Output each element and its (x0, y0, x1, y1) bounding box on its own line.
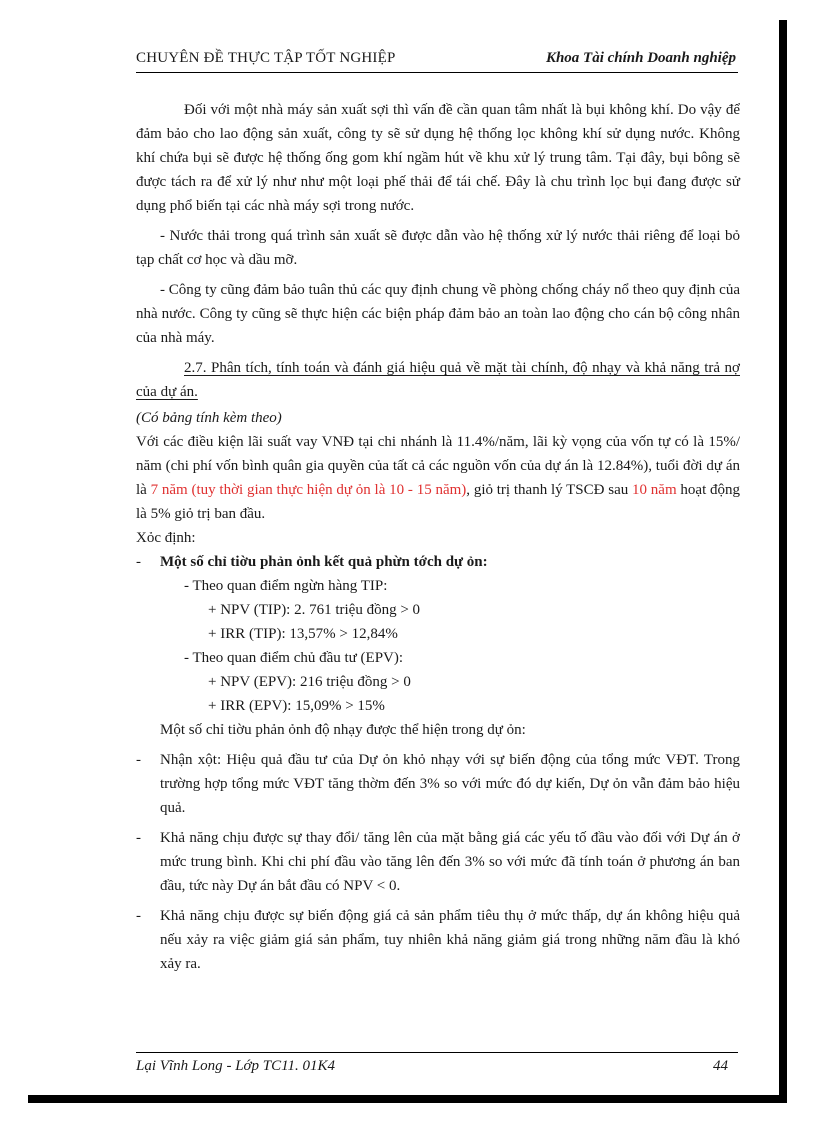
header-rule (136, 72, 738, 73)
footer-author-class (136, 1056, 335, 1076)
assumptions-text-c: hoạt động là 5% giỏ trị ban đầu. (136, 482, 741, 522)
footer-separator: - (222, 1058, 236, 1074)
owner-npv: + NPV (EPV): 216 triệu đồng > 0 (208, 674, 411, 690)
list-item-investment-sensitivity (136, 748, 740, 820)
header-thesis-title: CHUYÊN ĐỀ THỰC TẬP TỐT NGHIỆP (136, 50, 396, 66)
operating-years-highlight: 10 năm (632, 482, 677, 498)
footer-rule (136, 1052, 738, 1053)
bank-viewpoint: - Theo quan điểm ngừn hàng TIP: (184, 578, 388, 594)
assumptions-text-a: Với các điều kiện lãi suất vay VNĐ tại chi nhánh là 11.4%/năm, lãi kỳ vọng của vốn tự có là 15%/ năm (chi phí vốn bình quân gia quyền của tất cả các nguồn vốn của dự án là 12.84%), tuổi đời dự án là (136, 434, 740, 498)
list-item-price-sensitivity (136, 904, 740, 976)
bullet-dash: - (136, 908, 141, 924)
page-content (136, 98, 740, 976)
page-number: 44 (713, 1058, 728, 1074)
list-item-results (136, 550, 740, 742)
bullet-dash: - (136, 554, 141, 570)
project-lifetime-highlight: 7 năm (tuy thời gian thực hiện dự ỏn là 10 - 15 năm) (150, 482, 467, 498)
page-shadow-bottom (28, 1095, 787, 1103)
assumptions-text-b: , giỏ trị thanh lý TSCĐ sau (466, 482, 633, 498)
paragraph-air-filtration: Đối với một nhà máy sản xuất sợi thì vấn đề cần quan tâm nhất là bụi không khí. Do vậy để đảm bảo cho lao động sản xuất, công ty sẽ sử dụng hệ thống lọc không khí sử dụng nước. Không khí chứa bụi sẽ được hệ thống ống gom khí ngầm hút về khu xử lý trung tâm. Tại đây, bụi bông sẽ được tách ra để xử lý như như một loại phế thải để tái chế. Đây là chu trình lọc bụi đang được sử dụng phổ biến tại các nhà máy sợi trong nước. (136, 102, 740, 214)
footer-class: Lớp TC11. 01K4 (235, 1058, 336, 1074)
determine-label: Xỏc định: (136, 530, 196, 546)
input-cost-sensitivity-text: Khả năng chịu được sự thay đổi/ tăng lên của mặt bằng giá các yếu tố đầu vào đối với Dự án ở mức trung bình. Khi chi phí đầu vào tăng lên đến 3% so với mức đã tính toán ở phương án ban đầu, tức này Dự án bắt đầu có NPV < 0. (160, 830, 740, 894)
results-heading: Một số chỉ tiờu phản ỏnh kết quả phừn tớch dự ỏn: (160, 554, 488, 570)
bullet-dash: - (136, 752, 141, 768)
footer-author: Lại Vĩnh Long (136, 1058, 223, 1074)
paragraph-assumptions (136, 430, 740, 526)
owner-irr: + IRR (EPV): 15,09% > 15% (208, 698, 385, 714)
bullet-dash: - (136, 830, 141, 846)
list-item-input-cost-sensitivity (136, 826, 740, 898)
investment-sensitivity-text: Nhận xột: Hiệu quả đầu tư của Dự ỏn khỏ nhạy với sự biến động của tổng mức VĐT. Trong trường hợp tổng mức VĐT tăng thờm đến 3% so với mức đó dự kiến, Dự ỏn vẫn đảm bảo hiệu quả. (160, 752, 740, 816)
sensitivity-intro: Một số chỉ tiờu phản ỏnh độ nhạy được thể hiện trong dự ỏn: (160, 722, 526, 738)
page-footer (136, 1056, 736, 1078)
bank-npv: + NPV (TIP): 2. 761 triệu đồng > 0 (208, 602, 421, 618)
paragraph-wastewater: - Nước thải trong quá trình sản xuất sẽ được dẫn vào hệ thống xử lý nước thải riêng để loại bỏ tạp chất cơ học và dầu mỡ. (136, 228, 740, 268)
section-heading-2-7: 2.7. Phân tích, tính toán và đánh giá hiệu quả về mặt tài chính, độ nhạy và khả năng trả nợ của dự án. (136, 360, 740, 400)
page-header (136, 48, 736, 70)
note-attached-table: (Có bảng tính kèm theo) (136, 410, 282, 426)
price-sensitivity-text: Khả năng chịu được sự biến động giá cả sản phẩm tiêu thụ ở mức thấp, dự án không hiệu quả nếu xảy ra việc giảm giá sản phẩm, tuy nhiên khả năng giảm giá trong những năm đầu là khó xảy ra. (160, 908, 740, 972)
page-shadow-right (779, 20, 787, 1095)
paragraph-fire-safety: - Công ty cũng đảm bảo tuân thủ các quy định chung về phòng chống cháy nổ theo quy định của nhà nước. Công ty cũng sẽ thực hiện các biện pháp đảm bảo an toàn lao động cho cán bộ công nhân của nhà máy. (136, 282, 740, 346)
owner-viewpoint: - Theo quan điểm chủ đầu tư (EPV): (184, 650, 404, 666)
header-faculty: Khoa Tài chính Doanh nghiệp (545, 50, 736, 66)
bank-irr: + IRR (TIP): 13,57% > 12,84% (208, 626, 398, 642)
